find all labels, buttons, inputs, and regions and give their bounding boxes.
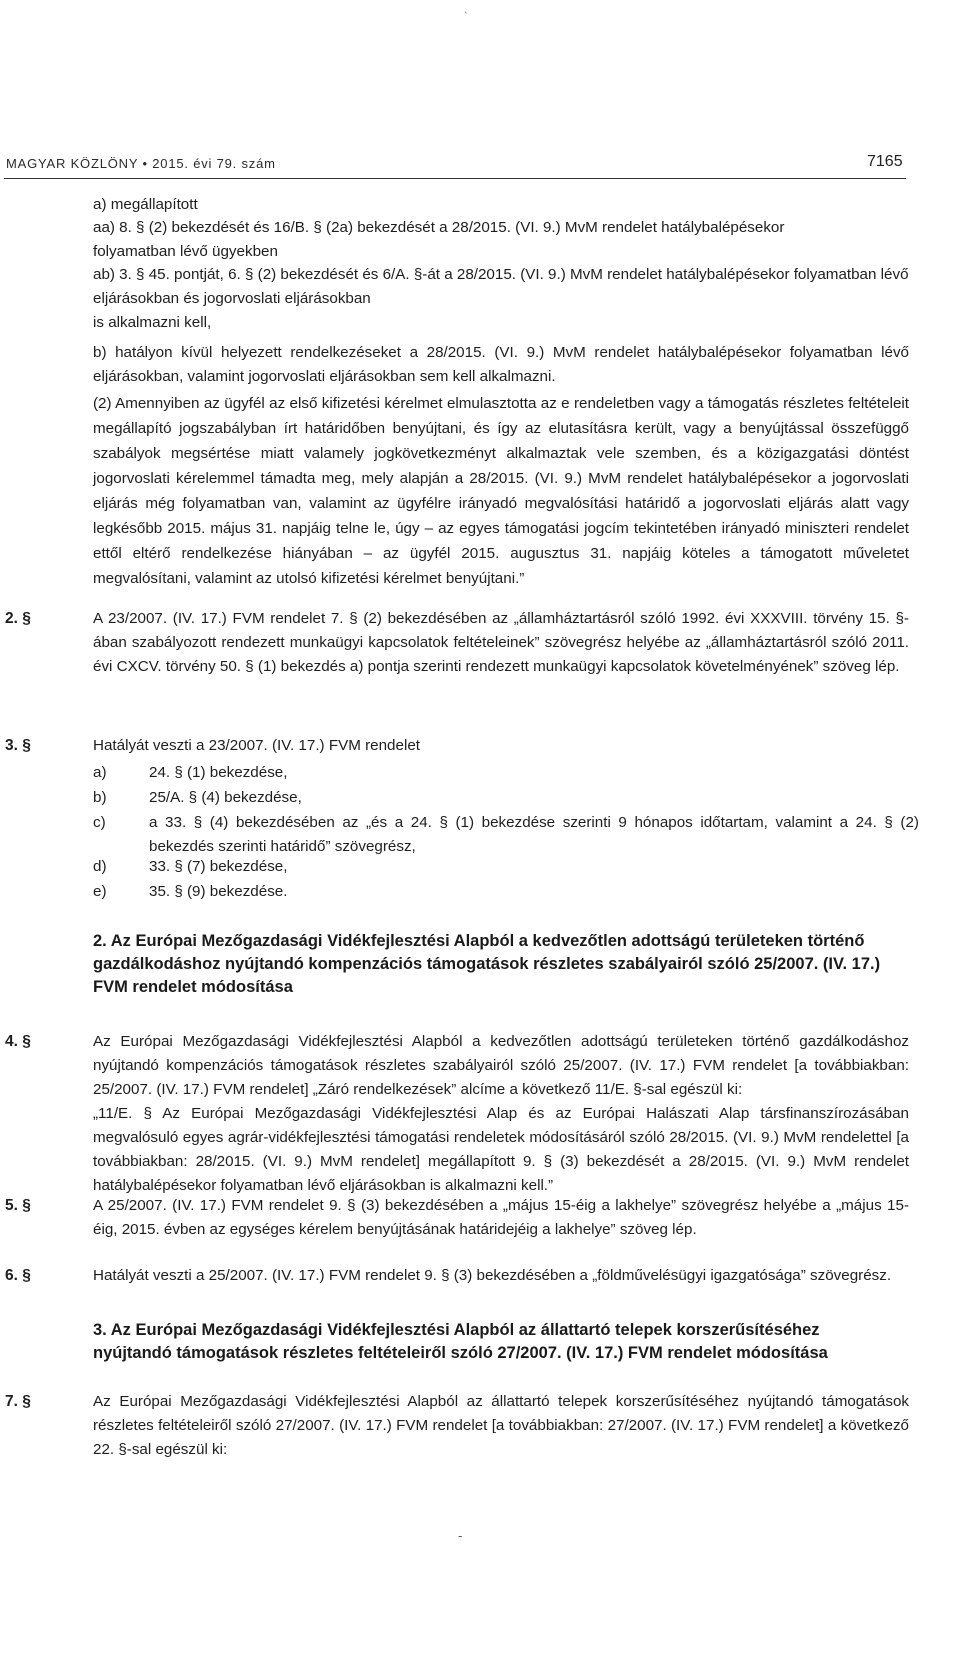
section-number-7: 7. §: [5, 1393, 31, 1410]
section-3-intro: Hatályát veszti a 23/2007. (IV. 17.) FVM rendelet: [93, 737, 420, 754]
section-6-text: Hatályát veszti a 25/2007. (IV. 17.) FVM rendelet 9. § (3) bekezdésében a „földművelésügyi igazgatósága” szövegrész.: [93, 1267, 892, 1284]
section-number-4: 4. §: [5, 1033, 31, 1050]
item-aa: aa) 8. § (2) bekezdését és 16/B. § (2a) bekezdését a 28/2015. (VI. 9.) MvM rendelet hatálybalépésekor folyamatban lévő ügyekben: [93, 219, 785, 260]
scan-mark: -: [458, 1528, 463, 1543]
list-item: d) 33. § (7) bekezdése,: [93, 858, 288, 875]
list-item: c) a 33. § (4) bekezdésében az „és a 24. § (1) bekezdése szerinti 9 hónapos időtartam, valamint a 24. § (2) bekezdés szerinti határidő” szövegrész,: [93, 814, 919, 855]
section-5-text: A 25/2007. (IV. 17.) FVM rendelet 9. § (3) bekezdésében a „május 15-éig a lakhelye” szövegrész helyébe a „május 15-éig, 2015. évben az egységes kérelem benyújtásának határidejéig a lakhelye” szöveg lép.: [93, 1197, 909, 1238]
page-number: 7165: [867, 153, 903, 170]
list-item: a) 24. § (1) bekezdése,: [93, 764, 288, 781]
section-2-text: A 23/2007. (IV. 17.) FVM rendelet 7. § (2) bekezdésében az „államháztartásról szóló 1992. évi XXXVIII. törvény 15. §-ában szabályozott rendezett munkaügyi kapcsolatok feltételeinek” szövegrész helyébe az „államháztartásról szóló 2011. évi CXCV. törvény 50. § (1) bekezdés a) pontja szerinti rendezett munkaügyi kapcsolatok követelményének” szöveg lép.: [93, 610, 909, 675]
item-ab: ab) 3. § 45. pontját, 6. § (2) bekezdését és 6/A. §-át a 28/2015. (VI. 9.) MvM rendelet hatálybalépésekor folyamatban lévő eljárásokban és jogorvoslati eljárásokban: [93, 266, 909, 307]
running-header: MAGYAR KÖZLÖNY • 2015. évi 79. szám: [6, 156, 276, 171]
item-a: a) megállapított: [93, 196, 198, 213]
section-heading-3: 3. Az Európai Mezőgazdasági Vidékfejlesztési Alapból az állattartó telepek korszerűsítéséhez nyújtandó támogatások részletes feltételeiről szóló 27/2007. (IV. 17.) FVM rendelet módosítása: [93, 1321, 828, 1362]
section-number-2: 2. §: [5, 610, 31, 627]
header-rule: [4, 178, 906, 179]
section-4-text-2: „11/E. § Az Európai Mezőgazdasági Vidékfejlesztési Alap és az Európai Halászati Alap társfinanszírozásában megvalósuló egyes agrár-vidékfejlesztési támogatási rendeletek módosításáról szóló 28/2015. (VI. 9.) MvM rendelettel [a továbbiakban: 28/2015. (VI. 9.) MvM rendelet] megállapított 9. § (3) bekezdését a 28/2015. (VI. 9.) MvM rendelet hatálybalépésekor folyamatban lévő eljárásokban is alkalmazni kell.”: [93, 1105, 909, 1194]
paragraph-2: (2) Amennyiben az ügyfél az első kifizetési kérelmet elmulasztotta az e rendeletben vagy a támogatás részletes feltételeit megállapító jogszabályban írt határidőben benyújtani, és így az elutasításra került, vagy a benyújtással összefüggő szabályok megsértése miatt valamely jogkövetkezményt alkalmaztak vele szemben, és a közigazgatási döntést jogorvoslati kérelemmel támadta meg, mely alapján a 28/2015. (VI. 9.) MvM rendelet hatálybalépésekor a jogorvoslati eljárás még folyamatban van, valamint az ügyfélre irányadó megvalósítási határidő a jogorvoslati eljárás alatt vagy legkésőbb 2015. május 31. napjáig telne le, úgy – az egyes támogatási jogcím tekintetében irányadó miniszteri rendelet ettől eltérő rendelkezése hiányában – az ügyfél 2015. augusztus 31. napjáig köteles a támogatott műveletet megvalósítani, valamint az utolsó kifizetési kérelmet benyújtani.”: [93, 395, 909, 587]
section-7-text: Az Európai Mezőgazdasági Vidékfejlesztési Alapból az állattartó telepek korszerűsítéséhez nyújtandó támogatások részletes feltételeiről szóló 27/2007. (IV. 17.) FVM rendelet [a továbbiakban: 27/2007. (IV. 17.) FVM rendelet] a következő 22. §-sal egészül ki:: [93, 1393, 909, 1458]
scan-mark: ˎ: [464, 0, 468, 14]
section-4-text-1: Az Európai Mezőgazdasági Vidékfejlesztési Alapból a kedvezőtlen adottságú területeken történő gazdálkodáshoz nyújtandó kompenzációs támogatások részletes szabályairól szóló 25/2007. (IV. 17.) FVM rendelet [a továbbiakban: 25/2007. (IV. 17.) FVM rendelet] „Záró rendelkezések” alcíme a következő 11/E. §-sal egészül ki:: [93, 1033, 909, 1098]
item-is-alkalmazni: is alkalmazni kell,: [93, 314, 212, 331]
item-b: b) hatályon kívül helyezett rendelkezéseket a 28/2015. (VI. 9.) MvM rendelet hatálybalépésekor folyamatban lévő eljárásokban, valamint jogorvoslati eljárásokban sem kell alkalmazni.: [93, 344, 909, 385]
section-heading-2: 2. Az Európai Mezőgazdasági Vidékfejlesztési Alapból a kedvezőtlen adottságú területeken történő gazdálkodáshoz nyújtandó kompenzációs támogatások részletes szabályairól szóló 25/2007. (IV. 17.) FVM rendelet módosítása: [93, 932, 881, 996]
list-item: b) 25/A. § (4) bekezdése,: [93, 789, 302, 806]
list-item: e) 35. § (9) bekezdése.: [93, 883, 288, 900]
section-number-3: 3. §: [5, 737, 31, 754]
section-number-5: 5. §: [5, 1197, 31, 1214]
section-number-6: 6. §: [5, 1267, 31, 1284]
